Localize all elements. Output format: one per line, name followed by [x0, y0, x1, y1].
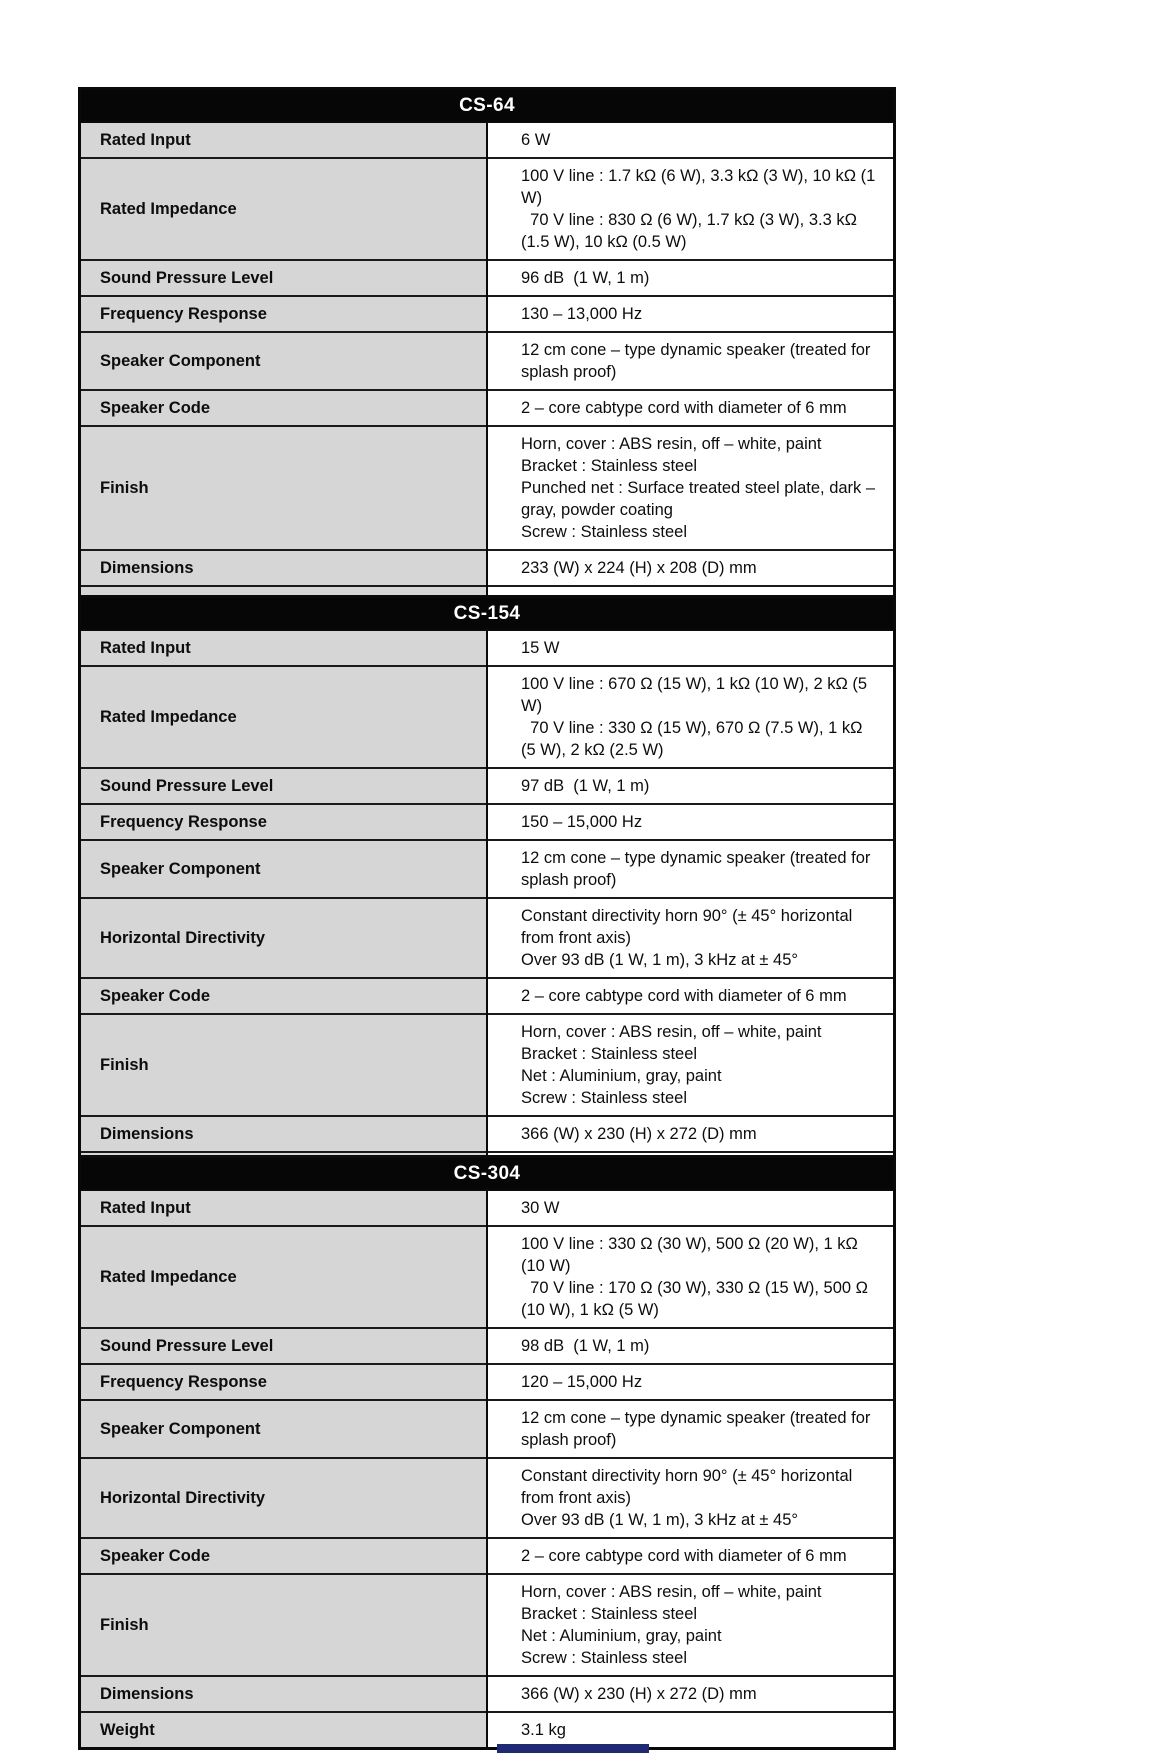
table-row	[80, 1226, 895, 1328]
row-label: Weight	[80, 1712, 488, 1749]
row-label: Sound Pressure Level	[80, 260, 488, 296]
table-row	[80, 260, 895, 296]
row-value-line: 100 V line : 670 Ω (15 W), 1 kΩ (10 W), 2 kΩ (5 W)	[521, 675, 872, 715]
row-value-line: Constant directivity horn 90° (± 45° horizontal from front axis)	[521, 1467, 857, 1507]
row-value-line: Bracket : Stainless steel	[521, 457, 698, 475]
row-value-line: Over 93 dB (1 W, 1 m), 3 kHz at ± 45°	[521, 1511, 798, 1529]
table-row	[80, 1400, 895, 1458]
row-value-line: 366 (W) x 230 (H) x 272 (D) mm	[521, 1685, 757, 1703]
row-value-line: Punched net : Surface treated steel plate, dark – gray, powder coating	[521, 479, 880, 519]
row-value-line: 98 dB (1 W, 1 m)	[521, 1337, 650, 1355]
row-value-line: 15 W	[521, 639, 560, 657]
row-value-line: Screw : Stainless steel	[521, 1649, 687, 1667]
spec-table-cs-64	[78, 87, 896, 624]
table-row	[80, 1328, 895, 1364]
table-row	[80, 1538, 895, 1574]
table-row	[80, 122, 895, 158]
row-value-line: 366 (W) x 230 (H) x 272 (D) mm	[521, 1125, 757, 1143]
table-row	[80, 804, 895, 840]
table-row	[80, 158, 895, 260]
row-value-line: Horn, cover : ABS resin, off – white, paint	[521, 1583, 822, 1601]
row-label: Rated Impedance	[80, 666, 488, 768]
table-row	[80, 666, 895, 768]
table-row	[80, 768, 895, 804]
row-label: Rated Input	[80, 122, 488, 158]
table-row	[80, 296, 895, 332]
row-value-line: Screw : Stainless steel	[521, 1089, 687, 1107]
table-row	[80, 1676, 895, 1712]
row-label: Dimensions	[80, 1116, 488, 1152]
table-title: CS-154	[80, 597, 895, 631]
row-value-line: Screw : Stainless steel	[521, 523, 687, 541]
row-value-line: 12 cm cone – type dynamic speaker (treated for splash proof)	[521, 1409, 876, 1449]
row-label: Horizontal Directivity	[80, 1458, 488, 1538]
row-value-line: 2 – core cabtype cord with diameter of 6 mm	[521, 399, 847, 417]
row-label: Speaker Component	[80, 1400, 488, 1458]
footer-mark	[497, 1744, 649, 1753]
row-label: Rated Impedance	[80, 158, 488, 260]
row-label: Frequency Response	[80, 296, 488, 332]
row-label: Rated Input	[80, 1190, 488, 1226]
row-value-line: Over 93 dB (1 W, 1 m), 3 kHz at ± 45°	[521, 951, 798, 969]
row-value-line: Net : Aluminium, gray, paint	[521, 1067, 722, 1085]
table-row	[80, 1364, 895, 1400]
row-value-line: 2 – core cabtype cord with diameter of 6 mm	[521, 987, 847, 1005]
row-label: Sound Pressure Level	[80, 1328, 488, 1364]
row-label: Finish	[80, 1574, 488, 1676]
table-row	[80, 898, 895, 978]
table-row	[80, 978, 895, 1014]
row-value-line: 120 – 15,000 Hz	[521, 1373, 643, 1391]
row-value-line: 150 – 15,000 Hz	[521, 813, 643, 831]
table-row	[80, 1190, 895, 1226]
row-value-line: 30 W	[521, 1199, 560, 1217]
row-label: Speaker Code	[80, 390, 488, 426]
table-row	[80, 840, 895, 898]
row-value-line: 130 – 13,000 Hz	[521, 305, 643, 323]
row-value-line: 2 – core cabtype cord with diameter of 6 mm	[521, 1547, 847, 1565]
row-value-line: Constant directivity horn 90° (± 45° horizontal from front axis)	[521, 907, 857, 947]
table-title: CS-304	[80, 1157, 895, 1191]
table-row	[80, 390, 895, 426]
row-label: Speaker Code	[80, 978, 488, 1014]
row-value-line: 70 V line : 330 Ω (15 W), 670 Ω (7.5 W), 1 kΩ (5 W), 2 kΩ (2.5 W)	[521, 719, 868, 759]
row-label: Rated Input	[80, 630, 488, 666]
table-row	[80, 550, 895, 586]
row-label: Sound Pressure Level	[80, 768, 488, 804]
table-row	[80, 1116, 895, 1152]
row-value-line: 12 cm cone – type dynamic speaker (treated for splash proof)	[521, 849, 876, 889]
row-value-line: Horn, cover : ABS resin, off – white, paint	[521, 1023, 822, 1041]
row-value-line: 12 cm cone – type dynamic speaker (treated for splash proof)	[521, 341, 876, 381]
row-label: Speaker Component	[80, 332, 488, 390]
row-value-line: 3.1 kg	[521, 1721, 566, 1739]
table-row	[80, 1458, 895, 1538]
table-title: CS-64	[80, 89, 895, 123]
row-label: Speaker Component	[80, 840, 488, 898]
table-row	[80, 1574, 895, 1676]
row-value-line: 96 dB (1 W, 1 m)	[521, 269, 650, 287]
row-value-line: 100 V line : 1.7 kΩ (6 W), 3.3 kΩ (3 W), 10 kΩ (1 W)	[521, 167, 880, 207]
spec-table-cs-304	[78, 1155, 896, 1750]
table-row	[80, 1014, 895, 1116]
table-row	[80, 630, 895, 666]
row-label: Finish	[80, 426, 488, 550]
row-value-line: Horn, cover : ABS resin, off – white, paint	[521, 435, 822, 453]
row-value-line: Bracket : Stainless steel	[521, 1045, 698, 1063]
row-label: Speaker Code	[80, 1538, 488, 1574]
row-value-line: 100 V line : 330 Ω (30 W), 500 Ω (20 W), 1 kΩ (10 W)	[521, 1235, 863, 1275]
table-row	[80, 1712, 895, 1749]
row-label: Rated Impedance	[80, 1226, 488, 1328]
row-label: Dimensions	[80, 550, 488, 586]
row-value-line: Net : Aluminium, gray, paint	[521, 1627, 722, 1645]
spec-table-cs-154	[78, 595, 896, 1190]
row-value-line: Bracket : Stainless steel	[521, 1605, 698, 1623]
table-row	[80, 332, 895, 390]
table-row	[80, 426, 895, 550]
row-label: Dimensions	[80, 1676, 488, 1712]
row-value-line: 70 V line : 170 Ω (30 W), 330 Ω (15 W), 500 Ω (10 W), 1 kΩ (5 W)	[521, 1279, 873, 1319]
row-label: Frequency Response	[80, 1364, 488, 1400]
row-label: Horizontal Directivity	[80, 898, 488, 978]
row-value-line: 70 V line : 830 Ω (6 W), 1.7 kΩ (3 W), 3.3 kΩ (1.5 W), 10 kΩ (0.5 W)	[521, 211, 862, 251]
row-value-line: 233 (W) x 224 (H) x 208 (D) mm	[521, 559, 757, 577]
row-label: Frequency Response	[80, 804, 488, 840]
row-label: Finish	[80, 1014, 488, 1116]
row-value-line: 97 dB (1 W, 1 m)	[521, 777, 650, 795]
row-value-line: 6 W	[521, 131, 551, 149]
